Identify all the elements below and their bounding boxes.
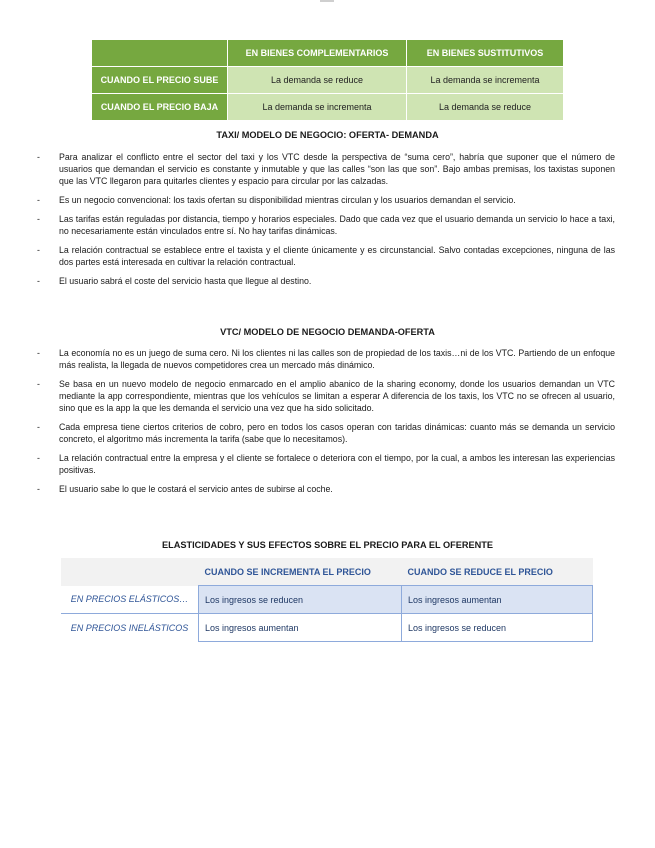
list-item-text: El usuario sabrá el coste del servicio hasta que llegue al destino. [59, 276, 312, 286]
list-item: - El usuario sabrá el coste del servicio hasta que llegue al destino. [37, 276, 312, 286]
elasticity-table-title: ELASTICIDADES Y SUS EFECTOS SOBRE EL PRECIO PARA EL OFERENTE [162, 540, 493, 550]
list-item: - Para analizar el conflicto entre el sector del taxi y los VTC desde la perspectiva de “suma cero”, habría que suponer que el número de usuarios que demandan el servicio es constante y inmutable y que las calles “son las que son”. Bajo ambas premisas, los taxistas suponen que las VTC llegaron para quitarles clientes y espacio para circular por las calzadas. [37, 152, 615, 186]
list-item: - Cada empresa tiene ciertos criterios de cobro, pero en todos los casos operan con taridas dinámicas: cuanto más se demanda un servicio concreto, el algoritmo más incrementa la tarifa (sabe que lo necesitamos). [37, 422, 615, 444]
row-header-inelasticos: EN PRECIOS INELÁSTICOS [70, 622, 189, 633]
page-top-mark [320, 0, 334, 2]
vtc-bullet-list [37, 347, 615, 502]
list-item-text: La relación contractual entre la empresa y el cliente se fortalece o deteriora con el tiempo, por la cual, a ambos les interesan las experiencias positivas. [59, 453, 615, 475]
list-item: - La relación contractual entre la empresa y el cliente se fortalece o deteriora con el tiempo, por la cual, a ambos les interesan las experiencias positivas. [37, 453, 615, 475]
list-item-text: Es un negocio convencional: los taxis ofertan su disponibilidad mientras circulan y los usuarios demandan el servicio. [59, 195, 516, 205]
table-cell: La demanda se reduce [228, 67, 407, 94]
col-header-incrementa: CUANDO SE INCREMENTA EL PRECIO [199, 558, 402, 586]
list-item-text: La relación contractual se establece entre el taxista y el cliente únicamente y es circunstancial. Salvo contadas excepciones, ninguna de las dos partes está interesada en cultivar la relación contractual. [59, 245, 615, 267]
list-item: - El usuario sabe lo que le costará el servicio antes de subirse al coche. [37, 484, 333, 494]
taxi-bullet-list [37, 151, 615, 294]
table-cell: Los ingresos se reducen [402, 614, 593, 642]
list-item: - Se basa en un nuevo modelo de negocio enmarcado en el amplio abanico de la sharing economy, donde los usuarios demandan un VTC mediante la app correspondiente, mientras que los vehículos se limitan a esperar A diferencia de los taxis, los VTC no se ofrecen al usuario, sino que es la app la que les demanda el servicio una vez que ha sido solicitado. [37, 379, 615, 413]
table-cell: Los ingresos se reducen [199, 586, 402, 614]
list-item-text: Se basa en un nuevo modelo de negocio enmarcado en el amplio abanico de la sharing economy, donde los usuarios demandan un VTC mediante la app correspondiente, mientras que los vehículos se limitan a esperar A diferencia de los taxis, los VTC no se ofrecen al usuario, sino que es la app la que les demanda el servicio una vez que ha sido solicitado. [59, 379, 615, 413]
row-header-precio-baja: CUANDO EL PRECIO BAJA [92, 94, 228, 121]
table-cell: La demanda se incrementa [228, 94, 407, 121]
table-row [92, 67, 564, 94]
table-cell: Los ingresos aumentan [199, 614, 402, 642]
list-item-text: Cada empresa tiene ciertos criterios de cobro, pero en todos los casos operan con taridas dinámicas: cuanto más se demanda un servicio concreto, el algoritmo más incrementa la tarifa (sabe que lo necesitamos). [59, 422, 615, 444]
table-row [61, 586, 593, 614]
complementary-substitute-goods-table [91, 39, 564, 121]
table-cell: La demanda se incrementa [407, 67, 564, 94]
col-header-sustitutivos: EN BIENES SUSTITUTIVOS [407, 40, 564, 67]
table-cell: La demanda se reduce [407, 94, 564, 121]
table-corner-cell [61, 558, 199, 586]
list-item-text: La economía no es un juego de suma cero. Ni los clientes ni las calles son de propiedad de los taxis…ni de los VTC. Partiendo de un enfoque más realista, la llegada de nuevos competidores crea un mercado más dinámico. [59, 348, 615, 370]
row-header-precio-sube: CUANDO EL PRECIO SUBE [92, 67, 228, 94]
list-item: - Es un negocio convencional: los taxis ofertan su disponibilidad mientras circulan y los usuarios demandan el servicio. [37, 195, 516, 205]
table-cell: Los ingresos aumentan [402, 586, 593, 614]
list-item: - Las tarifas están reguladas por distancia, tiempo y horarios especiales. Dado que cada vez que el usuario demanda un servicio lo hace a taxi, no necesariamente están vinculados entre sí. No hay tarifas dinámicas. [37, 214, 615, 236]
section-heading-taxi: TAXI/ MODELO DE NEGOCIO: OFERTA- DEMANDA [216, 130, 439, 140]
elasticity-table [61, 558, 593, 642]
table-header-row [92, 40, 564, 67]
list-item: - La relación contractual se establece entre el taxista y el cliente únicamente y es circunstancial. Salvo contadas excepciones, ninguna de las dos partes está interesada en cultivar la relación contractual. [37, 245, 615, 267]
table-header-row [61, 558, 593, 586]
table-row [61, 614, 593, 642]
row-header-elasticos: EN PRECIOS ELÁSTICOS… [61, 586, 199, 614]
col-header-reduce: CUANDO SE REDUCE EL PRECIO [402, 558, 593, 586]
list-item-text: Para analizar el conflicto entre el sector del taxi y los VTC desde la perspectiva de “suma cero”, habría que suponer que el número de usuarios que demandan el servicio es constante y inmutable y que las calles “son las que son”. Bajo ambas premisas, los taxistas suponen que las VTC llegaron para quitarles clientes y espacio para circular por las calzadas. [59, 152, 615, 186]
table-corner-cell [92, 40, 228, 67]
section-heading-vtc: VTC/ MODELO DE NEGOCIO DEMANDA-OFERTA [220, 327, 435, 337]
col-header-complementarios: EN BIENES COMPLEMENTARIOS [228, 40, 407, 67]
list-item-text: El usuario sabe lo que le costará el servicio antes de subirse al coche. [59, 484, 333, 494]
table-row [92, 94, 564, 121]
list-item-text: Las tarifas están reguladas por distancia, tiempo y horarios especiales. Dado que cada vez que el usuario demanda un servicio lo hace a taxi, no necesariamente están vinculados entre sí. No hay tarifas dinámicas. [59, 214, 615, 236]
list-item: - La economía no es un juego de suma cero. Ni los clientes ni las calles son de propiedad de los taxis…ni de los VTC. Partiendo de un enfoque más realista, la llegada de nuevos competidores crea un mercado más dinámico. [37, 348, 615, 370]
